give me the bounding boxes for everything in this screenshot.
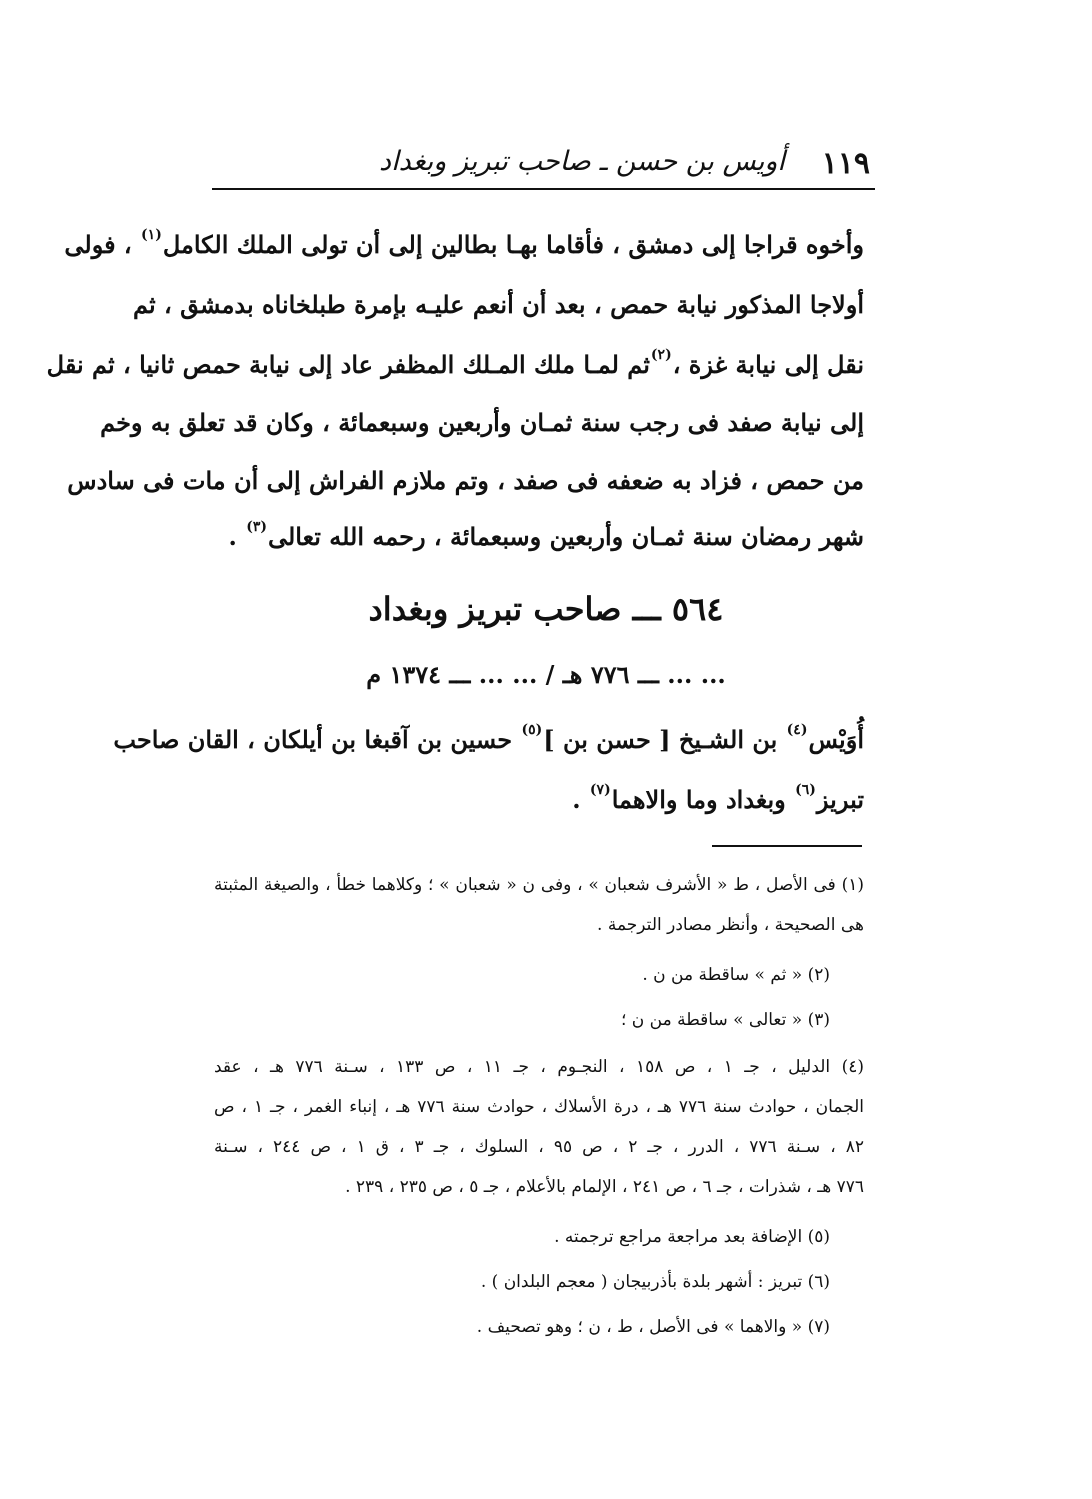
body-line-3: [46, 347, 864, 379]
entry-text: تبريز: [816, 785, 864, 814]
body-text: ، فولى: [64, 230, 132, 259]
footnote-4-line-4: ٧٧٦ هـ ، شذرات ، جـ ٦ ، ص ٢٤١ ، الإلمام بالأعلام ، جـ ٥ ، ص ٢٣٥ ، ٢٣٩ .: [345, 1177, 864, 1197]
entry-line-1: [113, 722, 864, 754]
footnote-marker-4: (٤): [786, 722, 808, 738]
footnote-1-line-1: (١) فى الأصل ، ط « الأشرف شعبان » ، وفى ن « شعبان » ؛ وكلاهما خطأ ، والصيغة المثبتة: [214, 875, 864, 895]
footnote-marker-5: (٥): [521, 722, 543, 738]
body-text: وأخوه قراجا إلى دمشق ، فأقاما بهـا بطالين إلى أن تولى الملك الكامل: [162, 230, 864, 259]
footnote-5: (٥) الإضافة بعد مراجعة مراجع ترجمته .: [554, 1227, 830, 1247]
footnote-7: (٧) « والاهما » فى الأصل ، ط ، ن ؛ وهو تصحيف .: [476, 1317, 830, 1337]
footnote-3: (٣) « تعالى » ساقطة من ن ؛: [620, 1010, 830, 1030]
footnote-4-line-1: (٤) الدليل ، جـ ١ ، ص ١٥٨ ، النجـوم ، جـ ١١ ، ص ١٣٣ ، سـنة ٧٧٦ هـ ، عقد: [214, 1057, 864, 1077]
body-line-5: [67, 466, 864, 495]
entry-text: حسين بن آقبغا بن أيلكان ، القان صاحب: [113, 725, 521, 754]
body-text: إلى نيابة صفد فى رجب سنة ثمـان وأربعين وسبعمائة ، وكان قد تعلق به وخم: [100, 408, 864, 437]
body-text: من حمص ، فزاد به ضعفه فى صفد ، وتم ملازم الفراش إلى أن مات فى سادس: [67, 466, 864, 495]
page-number: ١١٩: [821, 146, 870, 181]
footnote-4-line-3: ٨٢ ، سـنة ٧٧٦ ، الدرر ، جـ ٢ ، ص ٩٥ ، السلوك ، جـ ٣ ، ق ١ ، ص ٢٤٤ ، سـنة: [214, 1137, 864, 1157]
entry-name: أُوَيْس: [808, 725, 864, 754]
body-text: نقل إلى نيابة غزة ،: [672, 350, 864, 379]
entry-text: بن الشـيخ [ حسن بن ]: [543, 725, 786, 754]
footnote-6: (٦) تبريز : أشهر بلدة بأذربيجان ( معجم البلدان ) .: [480, 1272, 830, 1292]
running-title: أويس بن حسن ـ صاحب تبريز وبغداد: [379, 146, 785, 177]
header-rule: [212, 188, 875, 190]
entry-text: وبغداد وما والاهما: [611, 785, 795, 814]
body-text: .: [228, 522, 246, 551]
footnote-1-line-2: هى الصحيحة ، وأنظر مصادر الترجمة .: [597, 915, 864, 935]
footnote-marker-6: (٦): [795, 782, 816, 798]
entry-dates: ... ... ـــ ٧٧٦ هـ / ... ... ـــ ١٣٧٤ م: [366, 660, 726, 689]
body-line-4: [100, 408, 864, 437]
body-text: ثم لمـا ملك المـلك المظفر عاد إلى نيابة حمص ثانيا ، ثم نقل: [46, 350, 650, 379]
entry-text: .: [572, 785, 589, 814]
footnote-marker-2: (٢): [650, 347, 672, 363]
footnote-2: (٢) « ثم » ساقطة من ن .: [642, 965, 830, 985]
body-text: أولاجا المذكور نيابة حمص ، بعد أن أنعم عليـه بإمرة طبلخاناه بدمشق ، ثم: [133, 290, 864, 319]
footnote-marker-3: (٣): [246, 519, 267, 535]
footnote-marker-7: (٧): [589, 782, 611, 798]
body-line-1: [64, 227, 864, 259]
footnote-rule: [712, 845, 862, 847]
entry-line-2: [214, 782, 864, 814]
footnote-marker-1: (١): [141, 227, 162, 243]
entry-heading: ٥٦٤ ـــ صاحب تبريز وبغداد: [368, 590, 724, 628]
body-text: شهر رمضان سنة ثمـان وأربعين وسبعمائة ، رحمه الله تعالى: [267, 522, 864, 551]
body-line-2: [133, 290, 864, 319]
footnote-4-line-2: الجمان ، حوادث سنة ٧٧٦ هـ ، درة الأسلاك ، حوادث سنة ٧٧٦ هـ ، إنباء الغمر ، جـ ١ ، ص: [214, 1097, 864, 1117]
body-line-6: [214, 519, 864, 551]
